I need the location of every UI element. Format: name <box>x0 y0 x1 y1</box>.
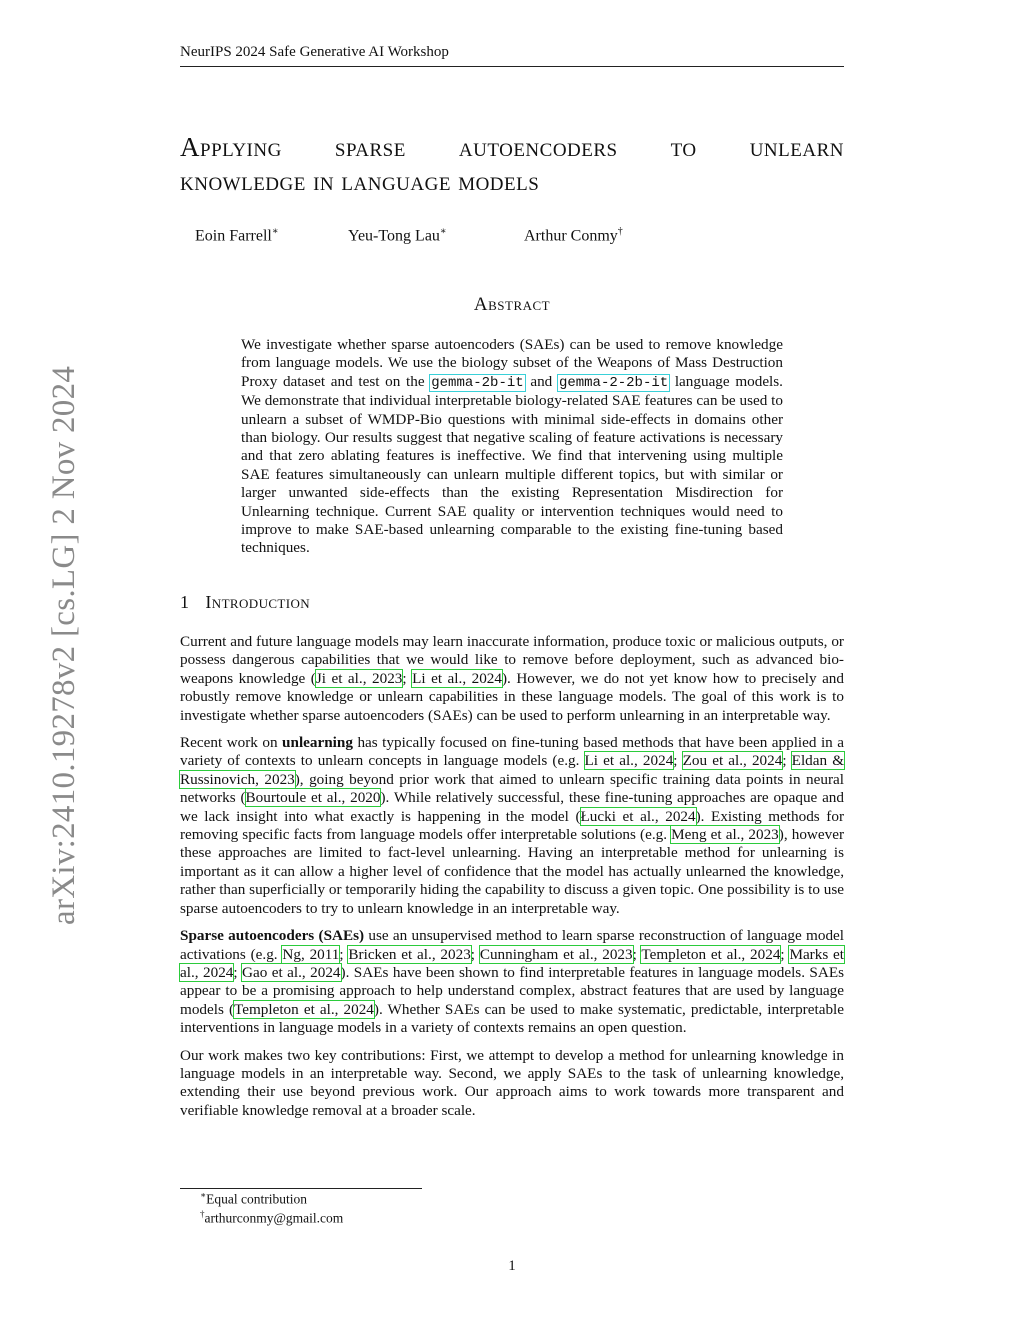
text: Current and future language models may learn inaccurate information, produce toxic or malicious outputs, or possess dangerous capabilities that we would like to remove before deployment, such as advanced bio-weapons knowledge ( <box>180 633 844 687</box>
text: ), going beyond prior work that aimed to unlearn specific training data points in neural networks ( <box>180 770 845 807</box>
citation-ji-2023[interactable]: Ji et al., 2023 <box>315 669 403 687</box>
author-name: Arthur Conmy <box>524 227 618 245</box>
citation-templeton-2024[interactable]: Templeton et al., 2024 <box>234 1000 374 1018</box>
text: ). Existing methods for removing specific facts from language models offer interpretable solutions (e.g. <box>180 807 845 844</box>
citation-bourtoule-2020[interactable]: Bourtoule et al., 2020 <box>245 789 381 807</box>
abstract-text: and <box>524 372 558 390</box>
citation-zou-2024[interactable]: Zou et al., 2024 <box>682 752 783 770</box>
paragraph-4: Our work makes two key contributions: First, we attempt to develop a method for unlearning knowledge in language models in an interpretable way. Second, we apply SAEs to the task of unlearning knowledge, extending their use beyond previous work. Our approach aims to work towards more transparent and verifiable knowledge removal at a broader scale. <box>180 1046 844 1119</box>
text: Recent work on <box>180 734 283 752</box>
text: ), however these approaches are limited to fact-level unlearning. Having an interpretable method for unlearning is important as it can allow a higher level of confidence that the model has actually unlearned the knowledge, rather than superficially or temporarily hiding the capability to discuss a given topic. One possibility is to use sparse autoencoders to try to unlearn knowledge in an interpretable way. <box>180 826 845 917</box>
introduction-body <box>180 633 844 1129</box>
citation-gao-2024[interactable]: Gao et al., 2024 <box>242 963 341 981</box>
header-rule <box>180 66 844 67</box>
text: ). However, we do not yet know how to precisely and robustly remove knowledge or unlearn capabilities in these language models. The goal of this work is to investigate whether sparse autoencoders (SAEs) can be used to perform unlearning in an interpretable way. <box>180 669 844 724</box>
author-mark: † <box>617 226 623 237</box>
model-link-gemma-2-2b-it[interactable]: gemma-2-2b-it <box>558 374 669 391</box>
section-heading-introduction <box>180 592 310 613</box>
text: ; <box>402 669 413 687</box>
title-word: sparse <box>334 132 406 162</box>
paragraph-3: Sparse autoencoders (SAEs) use an unsupervised method to learn sparse reconstruction of language model activations (e.g. Ng, 2011; Bricken et al., 2023; Cunningham et al., 2023; Templeton et al., 2024; Marks et al., 2024; Gao et al., 2024). SAEs have been shown to find interpretable features in language models. SAEs appear to be a promising approach to help understand complex, abstract features that are used by language models (Templeton et al., 2024). Whether SAEs can be used to make systematic, predictable, interpretable interventions in language models in a variety of contexts remains an open question. <box>180 927 845 1037</box>
abstract-heading: Abstract <box>473 294 551 315</box>
title-word: unlearn <box>749 132 844 162</box>
footnote-2: †arthurconmy@gmail.com <box>200 1209 344 1226</box>
text: ). While relatively successful, these fine-tuning approaches are opaque and we lack insight into what exactly is happening in the model ( <box>180 789 844 825</box>
author-name: Yeu-Tong Lau <box>348 227 440 245</box>
bold-term: Sparse autoencoders (SAEs) <box>180 927 365 945</box>
citation-li-2024[interactable]: Li et al., 2024 <box>584 752 674 770</box>
citation-ng-2011[interactable]: Ng, 2011 <box>282 945 340 963</box>
text: ). SAEs have been shown to find interpretable features in language models. SAEs appear to be a promising approach to help understand complex, abstract features that are used by language models ( <box>180 963 845 1018</box>
paper-title <box>180 130 844 198</box>
bold-term: unlearning <box>282 734 353 752</box>
section-number: 1 <box>180 592 190 612</box>
citation-eldan-2023[interactable]: Eldan & Russinovich, 2023 <box>180 752 845 788</box>
author-mark: ∗ <box>271 226 279 237</box>
model-link-gemma-2b-it[interactable]: gemma-2b-it <box>431 374 524 391</box>
abstract-text: We investigate whether sparse autoencoders (SAEs) can be used to remove knowledge from language models. We use the biology subset of the Weapons of Mass Destruction Proxy dataset and test on the <box>241 336 783 390</box>
author-1 <box>195 226 279 245</box>
citation-bricken-2023[interactable]: Bricken et al., 2023 <box>348 945 471 963</box>
text: has typically focused on fine-tuning based methods that have been applied in a variety of contexts to unlearn concepts in language models (e.g. <box>180 734 845 770</box>
abstract-text: language models. We demonstrate that individual interpretable biology-related SAE features can be used to unlearn a subset of WMDP-Bio questions with minimal side-effects in domains other than biology. Our results suggest that negative scaling of feature activations is necessary and that zero ablating features is ineffective. We find that intervening using multiple SAE features simultaneously can unlearn multiple different topics, but with similar or larger unwanted side-effects than the existing Representation Misdirection for Unlearning technique. Current SAE quality or intervention techniques would need to improve to make SAE-based unlearning comparable to the existing fine-tuning based techniques. <box>241 372 783 557</box>
author-3 <box>524 226 623 245</box>
author-2 <box>348 226 447 245</box>
title-word: to <box>670 132 697 162</box>
citation-li-2024[interactable]: Li et al., 2024 <box>412 669 502 687</box>
section-title: Introduction <box>205 592 311 612</box>
footnote-1: ∗Equal contribution <box>200 1190 307 1207</box>
author-name: Eoin Farrell <box>195 227 272 245</box>
citation-lucki-2024[interactable]: Łucki et al., 2024 <box>580 807 696 825</box>
text: use an unsupervised method to learn sparse reconstruction of language model activations (e.g. <box>180 927 844 963</box>
author-mark: ∗ <box>439 226 447 237</box>
citation-cunningham-2023[interactable]: Cunningham et al., 2023 <box>479 945 633 963</box>
arxiv-stamp: arXiv:2410.19278v2 [cs.LG] 2 Nov 2024 <box>46 365 82 925</box>
citation-marks-2024[interactable]: Marks et al., 2024 <box>180 945 845 981</box>
title-line-2: knowledge in language models <box>180 166 540 196</box>
text: ). Whether SAEs can be used to make systematic, predictable, interpretable interventions in language models in a variety of contexts remains an open question. <box>180 1000 845 1037</box>
paragraph-1 <box>180 633 844 725</box>
title-word: Applying <box>180 132 282 162</box>
citation-meng-2023[interactable]: Meng et al., 2023 <box>671 826 779 844</box>
page-number: 1 <box>508 1258 516 1274</box>
title-word: autoencoders <box>458 132 618 162</box>
paragraph-2: Recent work on unlearning has typically focused on fine-tuning based methods that have been applied in a variety of contexts to unlearn concepts in language models (e.g. Li et al., 2024; Zou et al., 2024; Eldan & Russinovich, 2023), going beyond prior work that aimed to unlearn specific training data points in neural networks (Bourtoule et al., 2020). While relatively successful, these fine-tuning approaches are opaque and we lack insight into what exactly is happening in the model (Łucki et al., 2024). Existing methods for removing specific facts from language models offer interpretable solutions (e.g. Meng et al., 2023), however these approaches are limited to fact-level unlearning. Having an interpretable method for unlearning is important as it can allow a higher level of confidence that the model has actually unlearned the knowledge, rather than superficially or temporarily hiding the capability to discuss a given topic. One possibility is to use sparse autoencoders to try to unlearn knowledge in an interpretable way. <box>180 734 845 917</box>
footnote-rule <box>180 1188 422 1189</box>
footnote-email-link[interactable]: arthurconmy@gmail.com <box>204 1210 344 1226</box>
citation-templeton-2024[interactable]: Templeton et al., 2024 <box>641 945 781 963</box>
running-header: NeurIPS 2024 Safe Generative AI Workshop <box>180 44 449 60</box>
footnote-text: Equal contribution <box>206 1191 307 1207</box>
abstract-body <box>241 336 783 558</box>
